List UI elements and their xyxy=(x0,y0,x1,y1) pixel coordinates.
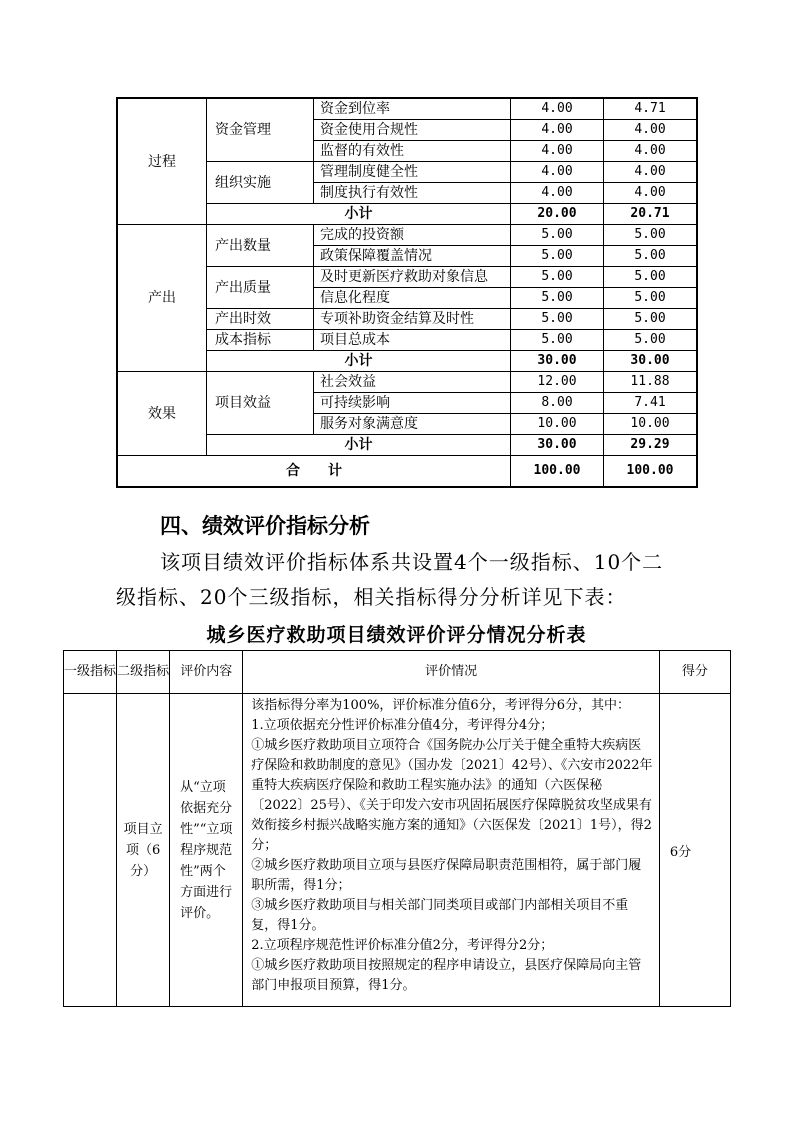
total-row xyxy=(117,456,697,488)
subtotal-score: 20.71 xyxy=(604,204,698,225)
detail-line: ①城乡医疗救助项目按照规定的程序申请设立，县医疗保障局向主管部门申报项目预算，得1分。 xyxy=(251,958,642,993)
header-score: 得分 xyxy=(659,651,730,694)
standard-score: 5.00 xyxy=(511,330,604,351)
header-level2: 二级指标 xyxy=(117,651,170,694)
table-row xyxy=(117,98,697,120)
actual-score: 4.71 xyxy=(604,98,698,120)
standard-score: 4.00 xyxy=(511,98,604,120)
actual-score: 4.00 xyxy=(604,183,698,204)
subtotal-standard: 30.00 xyxy=(511,351,604,372)
total-score: 100.00 xyxy=(604,456,698,488)
total-standard: 100.00 xyxy=(511,456,604,488)
standard-score: 5.00 xyxy=(511,225,604,246)
header-level1: 一级指标 xyxy=(64,651,117,694)
level2-project-benefit: 项目效益 xyxy=(207,372,314,435)
detail-line: 1.立项依据充分性评价标准分值4分，考评得分4分； xyxy=(251,718,554,733)
subtotal-score: 29.29 xyxy=(604,435,698,456)
detail-line: ③城乡医疗救助项目与相关部门同类项目或部门内部相关项目不重复，得1分。 xyxy=(251,898,629,933)
table-row xyxy=(64,694,731,1007)
level2-cost: 成本指标 xyxy=(207,330,314,351)
level2-output-timeliness: 产出时效 xyxy=(207,309,314,330)
table-header-row xyxy=(64,651,731,694)
actual-score: 4.00 xyxy=(604,120,698,141)
standard-score: 10.00 xyxy=(511,414,604,435)
paragraph-line: 该项目绩效评价指标体系共设置4个一级指标、10个二 xyxy=(160,550,664,574)
standard-score: 4.00 xyxy=(511,120,604,141)
standard-score: 8.00 xyxy=(511,393,604,414)
level3-name: 服务对象满意度 xyxy=(314,414,511,435)
standard-score: 12.00 xyxy=(511,372,604,393)
cell-score: 6分 xyxy=(659,694,730,1007)
paragraph-line: 级指标、20个三级指标，相关指标得分分析详见下表： xyxy=(116,585,627,609)
standard-score: 5.00 xyxy=(511,309,604,330)
level3-name: 资金到位率 xyxy=(314,98,511,120)
actual-score: 4.00 xyxy=(604,162,698,183)
actual-score: 5.00 xyxy=(604,330,698,351)
level3-name: 项目总成本 xyxy=(314,330,511,351)
indicator-score-table xyxy=(116,97,698,488)
detail-line: ①城乡医疗救助项目立项符合《国务院办公厅关于健全重特大疾病医疗保险和救助制度的意见》（国办发〔2021〕42号）、《六安市2022年重特大疾病医疗保险和救助工程实施办法》的通知（六医保秘〔2022〕25号）、《关于印发六安市巩固拓展医疗保障脱贫攻坚成果有效衔接乡村振兴战略实施方案的通知》（六医保发〔2021〕1号），得2分； xyxy=(251,738,653,853)
actual-score: 11.88 xyxy=(604,372,698,393)
level3-name: 及时更新医疗救助对象信息 xyxy=(314,267,511,288)
standard-score: 4.00 xyxy=(511,162,604,183)
level2-output-quality: 产出质量 xyxy=(207,267,314,309)
table-row xyxy=(117,372,697,393)
level2-output-quantity: 产出数量 xyxy=(207,225,314,267)
standard-score: 4.00 xyxy=(511,141,604,162)
level2-fund-management: 资金管理 xyxy=(207,98,314,162)
header-details: 评价情况 xyxy=(243,651,660,694)
detail-line: 该指标得分率为100%，评价标准分值6分，考评得分6分，其中： xyxy=(251,698,630,713)
level1-effect: 效果 xyxy=(117,372,207,456)
level1-process: 过程 xyxy=(117,98,207,225)
level1-output: 产出 xyxy=(117,225,207,372)
detail-line: 2.立项程序规范性评价标准分值2分，考评得分2分； xyxy=(251,938,554,953)
standard-score: 5.00 xyxy=(511,246,604,267)
level3-name: 专项补助资金结算及时性 xyxy=(314,309,511,330)
actual-score: 7.41 xyxy=(604,393,698,414)
actual-score: 5.00 xyxy=(604,309,698,330)
actual-score: 5.00 xyxy=(604,267,698,288)
standard-score: 5.00 xyxy=(511,288,604,309)
subtotal-label: 小计 xyxy=(207,435,511,456)
level3-name: 资金使用合规性 xyxy=(314,120,511,141)
section-heading: 四、绩效评价指标分析 xyxy=(160,514,370,538)
cell-content: 从“立项依据充分性”“立项程序规范性”两个方面进行评价。 xyxy=(170,694,243,1007)
subtotal-label: 小计 xyxy=(207,351,511,372)
standard-score: 4.00 xyxy=(511,183,604,204)
actual-score: 4.00 xyxy=(604,141,698,162)
table-row xyxy=(117,225,697,246)
subtotal-label: 小计 xyxy=(207,204,511,225)
standard-score: 5.00 xyxy=(511,267,604,288)
cell-level2: 项目立项（6分） xyxy=(117,694,170,1007)
cell-details xyxy=(243,694,660,1007)
actual-score: 10.00 xyxy=(604,414,698,435)
subtotal-standard: 20.00 xyxy=(511,204,604,225)
actual-score: 5.00 xyxy=(604,288,698,309)
subtotal-score: 30.00 xyxy=(604,351,698,372)
cell-level1 xyxy=(64,694,117,1007)
header-content: 评价内容 xyxy=(170,651,243,694)
total-label: 合 计 xyxy=(117,456,511,488)
level3-name: 政策保障覆盖情况 xyxy=(314,246,511,267)
level3-name: 社会效益 xyxy=(314,372,511,393)
level3-name: 可持续影响 xyxy=(314,393,511,414)
subtotal-standard: 30.00 xyxy=(511,435,604,456)
detail-line: ②城乡医疗救助项目立项与县医疗保障局职责范围相符，属于部门履职所需，得1分； xyxy=(251,858,642,893)
level3-name: 管理制度健全性 xyxy=(314,162,511,183)
actual-score: 5.00 xyxy=(604,246,698,267)
level3-name: 监督的有效性 xyxy=(314,141,511,162)
actual-score: 5.00 xyxy=(604,225,698,246)
analysis-table xyxy=(63,650,731,1007)
level3-name: 制度执行有效性 xyxy=(314,183,511,204)
level3-name: 信息化程度 xyxy=(314,288,511,309)
level2-organization: 组织实施 xyxy=(207,162,314,204)
table-title: 城乡医疗救助项目绩效评价评分情况分析表 xyxy=(206,624,587,646)
level3-name: 完成的投资额 xyxy=(314,225,511,246)
